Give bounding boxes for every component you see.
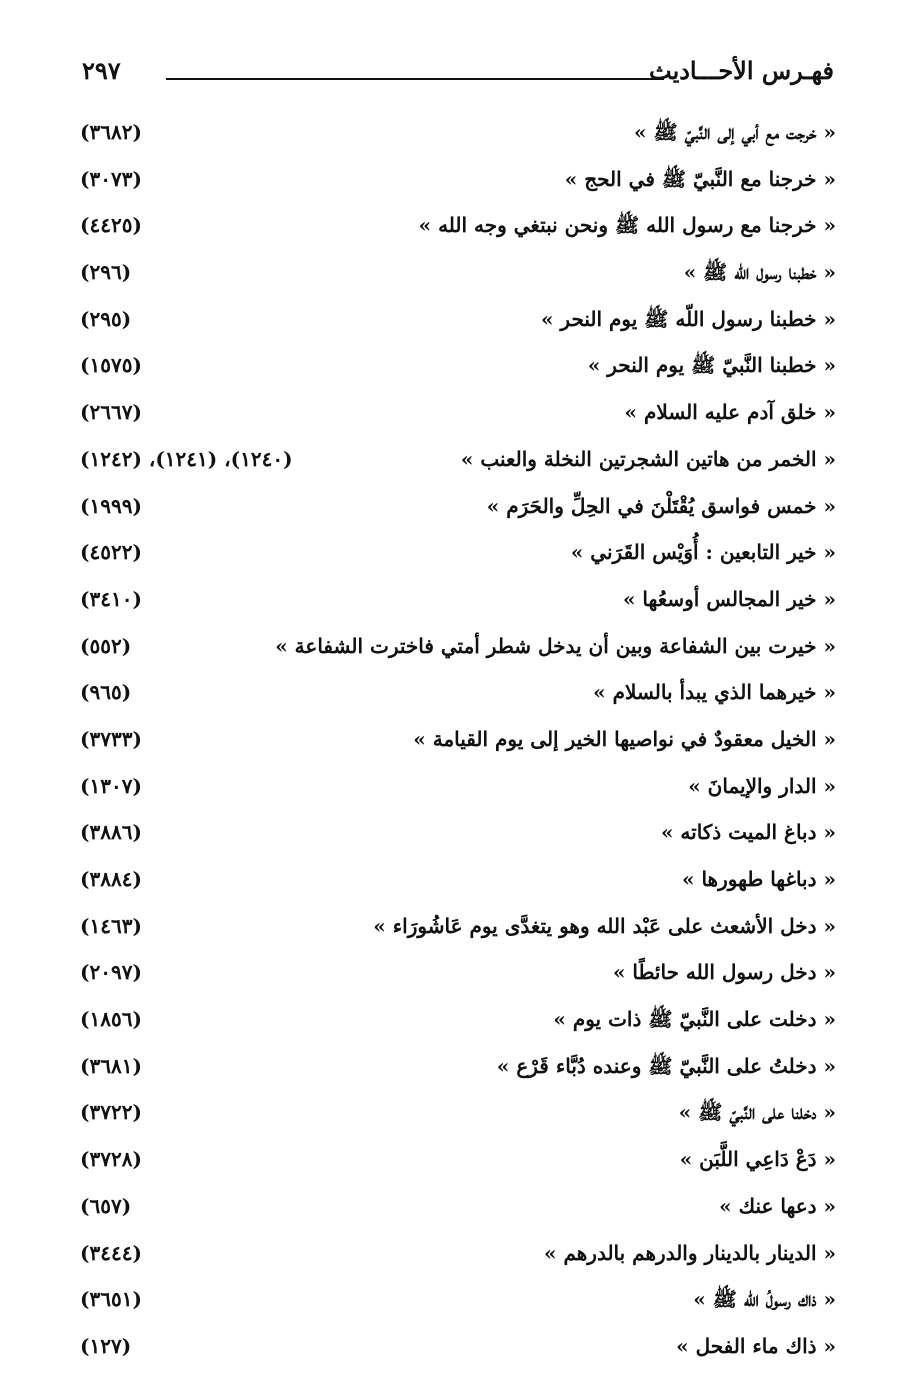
hadith-text: « خيرت بين الشفاعة وبين أن يدخل شطر أمتي فاخترت الشفاعة » xyxy=(275,633,836,658)
hadith-text: « دباغ الميت ذكاته » xyxy=(660,820,836,845)
hadith-reference-number: (١٢٤٠)، (١٢٤١)، (١٢٤٢) xyxy=(80,446,293,471)
index-entry xyxy=(76,719,844,766)
hadith-reference-number: (٢٩٥) xyxy=(80,306,132,331)
hadith-reference-number: (٣٤١٠) xyxy=(80,586,142,611)
hadith-reference-number: (٤٤٢٥) xyxy=(80,213,142,238)
index-entry xyxy=(76,392,844,439)
index-entry xyxy=(76,859,844,906)
hadith-text: « دخلتُ على النَّبيّ ﷺ وعنده دُبَّاء قَرْع » xyxy=(496,1053,836,1078)
hadith-text: « خيرهما الذي يبدأ بالسلام » xyxy=(593,680,836,705)
hadith-reference-number: (٣٧٣٣) xyxy=(80,726,142,751)
hadith-reference-number: (٣٦٨٢) xyxy=(80,120,142,144)
index-entry xyxy=(76,1186,844,1233)
hadith-text: « دَعْ دَاعِي اللَّبَن » xyxy=(679,1147,836,1172)
hadith-text: « الخمر من هاتين الشجرتين النخلة والعنب » xyxy=(460,446,836,471)
page-header xyxy=(76,52,844,96)
hadith-reference-number: (٣٨٨٤) xyxy=(80,867,142,891)
hadith-text: « خرجت مع أبي إلى النَّبيّ ﷺ » xyxy=(633,120,836,144)
index-entry xyxy=(76,1279,844,1326)
hadith-text: « الخيل معقودٌ في نواصيها الخير إلى يوم القيامة » xyxy=(413,726,836,751)
hadith-reference-number: (١٥٧٥) xyxy=(80,353,142,378)
hadith-reference-number: (٩٦٥) xyxy=(80,680,132,705)
hadith-text: « دخل رسول الله حائطًا » xyxy=(612,960,836,985)
index-entry xyxy=(76,1046,844,1093)
index-entry xyxy=(76,345,844,392)
hadith-reference-number: (٢٠٩٧) xyxy=(80,960,142,985)
index-entry xyxy=(76,112,844,159)
hadith-text: « دباغها طهورها » xyxy=(682,867,836,891)
hadith-reference-number: (٣٧٢٢) xyxy=(80,1100,142,1125)
hadith-text: « دعها عنك » xyxy=(719,1193,836,1218)
hadith-text: « خير التابعين : أُوَيْس القَرَني » xyxy=(570,540,836,565)
hadith-text: « خطبنا رسول اللّه ﷺ » xyxy=(683,260,836,285)
header-rule xyxy=(166,78,664,80)
hadith-text: « خطبنا النَّبيّ ﷺ يوم النحر » xyxy=(587,353,836,378)
hadith-text: « خلق آدم عليه السلام » xyxy=(624,400,836,425)
hadith-text: « خمس فواسق يُقْتَلْنَ في الحِلِّ والحَرَم » xyxy=(486,493,836,518)
index-entry xyxy=(76,1092,844,1139)
hadith-reference-number: (٣٧٢٨) xyxy=(80,1147,142,1172)
hadith-text: « خير المجالس أوسعُها » xyxy=(622,586,836,611)
hadith-text: « خطبنا رسول اللّه ﷺ يوم النحر » xyxy=(540,306,836,331)
hadith-reference-number: (٦٥٧) xyxy=(80,1193,132,1218)
page-number: ٢٩٧ xyxy=(82,56,121,85)
index-entry xyxy=(76,486,844,533)
index-entry xyxy=(76,1139,844,1186)
hadith-index-list xyxy=(76,112,844,1373)
hadith-reference-number: (٢٩٦) xyxy=(80,260,132,285)
index-entry xyxy=(76,952,844,999)
hadith-reference-number: (١٩٩٩) xyxy=(80,493,142,518)
index-entry xyxy=(76,626,844,673)
index-entry xyxy=(76,812,844,859)
hadith-reference-number: (٣٨٨٦) xyxy=(80,820,142,845)
hadith-reference-number: (١٣٠٧) xyxy=(80,773,142,798)
hadith-text: « دخلت على النَّبيّ ﷺ ذات يوم » xyxy=(553,1007,836,1032)
index-entry xyxy=(76,205,844,252)
hadith-reference-number: (٣٤٤٤) xyxy=(80,1240,142,1265)
index-entry xyxy=(76,252,844,299)
hadith-text: « خرجنا مع رسول الله ﷺ ونحن نبتغي وجه الله » xyxy=(418,213,836,238)
hadith-text: « ذاك رسولُ الله ﷺ » xyxy=(693,1287,836,1312)
hadith-reference-number: (٢٦٦٧) xyxy=(80,400,142,425)
index-entry xyxy=(76,672,844,719)
hadith-reference-number: (١٢٧) xyxy=(80,1333,132,1358)
index-entry xyxy=(76,1326,844,1373)
hadith-text: « دخلنا على النَّبيّ ﷺ » xyxy=(678,1100,836,1125)
index-entry xyxy=(76,579,844,626)
index-entry xyxy=(76,906,844,953)
hadith-reference-number: (٤٥٢٢) xyxy=(80,540,142,565)
index-entry xyxy=(76,299,844,346)
index-entry xyxy=(76,532,844,579)
hadith-reference-number: (٣٠٧٣) xyxy=(80,166,142,191)
hadith-reference-number: (٥٥٢) xyxy=(80,633,132,658)
hadith-reference-number: (١٤٦٣) xyxy=(80,913,142,938)
hadith-text: « دخل الأشعث على عَبْد الله وهو يتغدَّى يوم عَاشُورَاء » xyxy=(373,913,836,938)
hadith-text: « خرجنا مع النَّبيّ ﷺ في الحج » xyxy=(564,166,836,191)
index-entry xyxy=(76,999,844,1046)
hadith-reference-number: (١٨٥٦) xyxy=(80,1007,142,1032)
index-entry xyxy=(76,439,844,486)
hadith-text: « ذاك ماء الفحل » xyxy=(676,1333,836,1358)
running-title: فهـرس الأحـــاديث xyxy=(649,56,834,85)
hadith-reference-number: (٣٦٥١) xyxy=(80,1287,142,1312)
index-entry xyxy=(76,159,844,206)
hadith-text: « الدينار بالدينار والدرهم بالدرهم » xyxy=(543,1240,836,1265)
index-entry xyxy=(76,766,844,813)
index-entry xyxy=(76,1233,844,1280)
hadith-reference-number: (٣٦٨١) xyxy=(80,1053,142,1078)
hadith-text: « الدار والإيمانَ » xyxy=(688,773,836,798)
